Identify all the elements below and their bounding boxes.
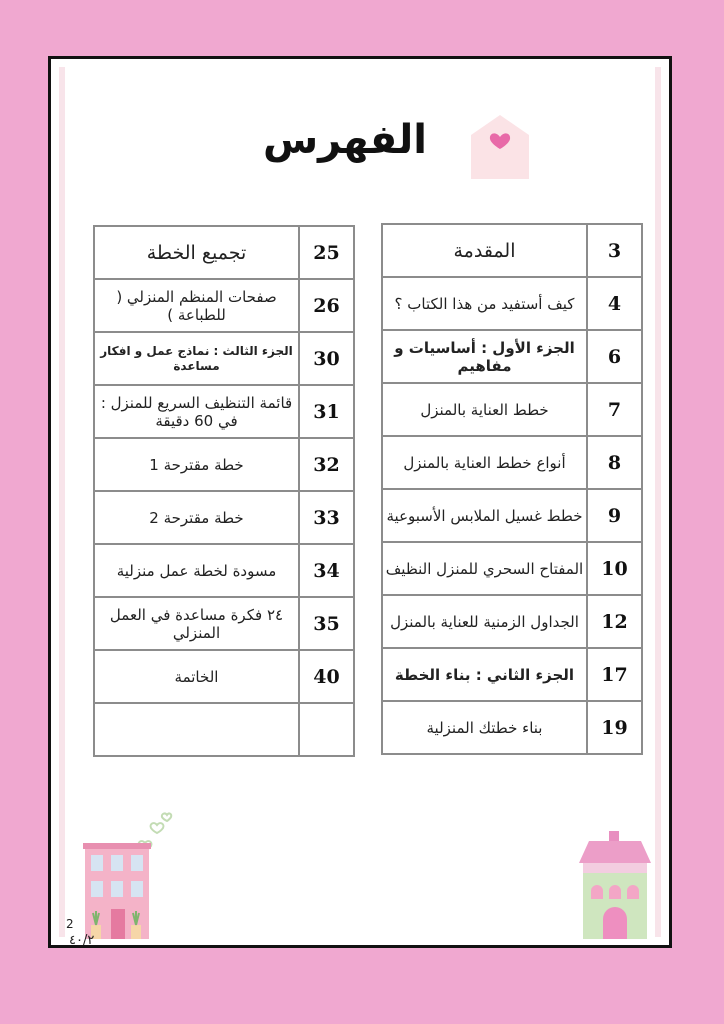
apartment-building-icon xyxy=(75,807,185,939)
toc-title: صفحات المنظم المنزلي ( للطباعة ) xyxy=(94,279,299,332)
toc-page-number: 26 xyxy=(299,279,354,332)
toc-title: خطة مقترحة 1 xyxy=(94,438,299,491)
toc-page-number: 32 xyxy=(299,438,354,491)
toc-row[interactable] xyxy=(94,332,354,385)
toc-row[interactable] xyxy=(94,597,354,650)
toc-page-number: 17 xyxy=(587,648,642,701)
toc-title: الجزء الثاني : بناء الخطة xyxy=(382,648,587,701)
toc-page-number: 9 xyxy=(587,489,642,542)
toc-title: المفتاح السحري للمنزل النظيف xyxy=(382,542,587,595)
toc-page-number: 19 xyxy=(587,701,642,754)
house-heart-icon xyxy=(469,113,531,181)
toc-title: مسودة لخطة عمل منزلية xyxy=(94,544,299,597)
toc-title: الجزء الثالث : نماذج عمل و افكار مساعدة xyxy=(94,332,299,385)
toc-table-left xyxy=(93,225,355,757)
toc-row[interactable] xyxy=(94,279,354,332)
toc-title xyxy=(94,703,299,756)
toc-row[interactable] xyxy=(382,224,642,277)
toc-row-empty xyxy=(94,703,354,756)
toc-title: خطة مقترحة 2 xyxy=(94,491,299,544)
toc-title: قائمة التنظيف السريع للمنزل : في 60 دقيقة xyxy=(94,385,299,438)
toc-row[interactable] xyxy=(94,385,354,438)
toc-page-number: 34 xyxy=(299,544,354,597)
toc-table-right xyxy=(381,223,643,755)
toc-row[interactable] xyxy=(94,650,354,703)
toc-title: تجميع الخطة xyxy=(94,226,299,279)
toc-row[interactable] xyxy=(382,648,642,701)
toc-page-number: 12 xyxy=(587,595,642,648)
toc-row[interactable] xyxy=(94,438,354,491)
toc-title: الجزء الأول : أساسيات و مفاهيم xyxy=(382,330,587,383)
toc-page-number: 6 xyxy=(587,330,642,383)
toc-page-number: 40 xyxy=(299,650,354,703)
toc-page-number: 33 xyxy=(299,491,354,544)
toc-page-number xyxy=(299,703,354,756)
page-fraction: ٤٠/٢ xyxy=(69,933,95,948)
toc-page-number: 25 xyxy=(299,226,354,279)
toc-row[interactable] xyxy=(382,436,642,489)
toc-page-number: 10 xyxy=(587,542,642,595)
toc-row[interactable] xyxy=(382,277,642,330)
toc-page-number: 3 xyxy=(587,224,642,277)
toc-page-number: 31 xyxy=(299,385,354,438)
toc-title: أنواع خطط العناية بالمنزل xyxy=(382,436,587,489)
toc-row[interactable] xyxy=(94,544,354,597)
toc-row[interactable] xyxy=(382,330,642,383)
toc-page-number: 4 xyxy=(587,277,642,330)
toc-row[interactable] xyxy=(94,491,354,544)
house-icon xyxy=(575,831,655,939)
toc-row[interactable] xyxy=(94,226,354,279)
toc-title: خطط غسيل الملابس الأسبوعية xyxy=(382,489,587,542)
toc-row[interactable] xyxy=(382,542,642,595)
page-title: الفهرس xyxy=(262,117,427,163)
toc-page-number: 8 xyxy=(587,436,642,489)
toc-page-number: 7 xyxy=(587,383,642,436)
toc-row[interactable] xyxy=(382,383,642,436)
toc-page-number: 30 xyxy=(299,332,354,385)
toc-title: ٢٤ فكرة مساعدة في العمل المنزلي xyxy=(94,597,299,650)
toc-row[interactable] xyxy=(382,701,642,754)
toc-title: الخاتمة xyxy=(94,650,299,703)
toc-page-number: 35 xyxy=(299,597,354,650)
toc-title: خطط العناية بالمنزل xyxy=(382,383,587,436)
toc-title: كيف أستفيد من هذا الكتاب ؟ xyxy=(382,277,587,330)
toc-title: الجداول الزمنية للعناية بالمنزل xyxy=(382,595,587,648)
toc-row[interactable] xyxy=(382,489,642,542)
page-frame xyxy=(48,56,672,948)
header xyxy=(51,87,669,167)
toc-row[interactable] xyxy=(382,595,642,648)
page-number: 2 xyxy=(66,917,74,931)
toc-title: بناء خطتك المنزلية xyxy=(382,701,587,754)
toc-title: المقدمة xyxy=(382,224,587,277)
